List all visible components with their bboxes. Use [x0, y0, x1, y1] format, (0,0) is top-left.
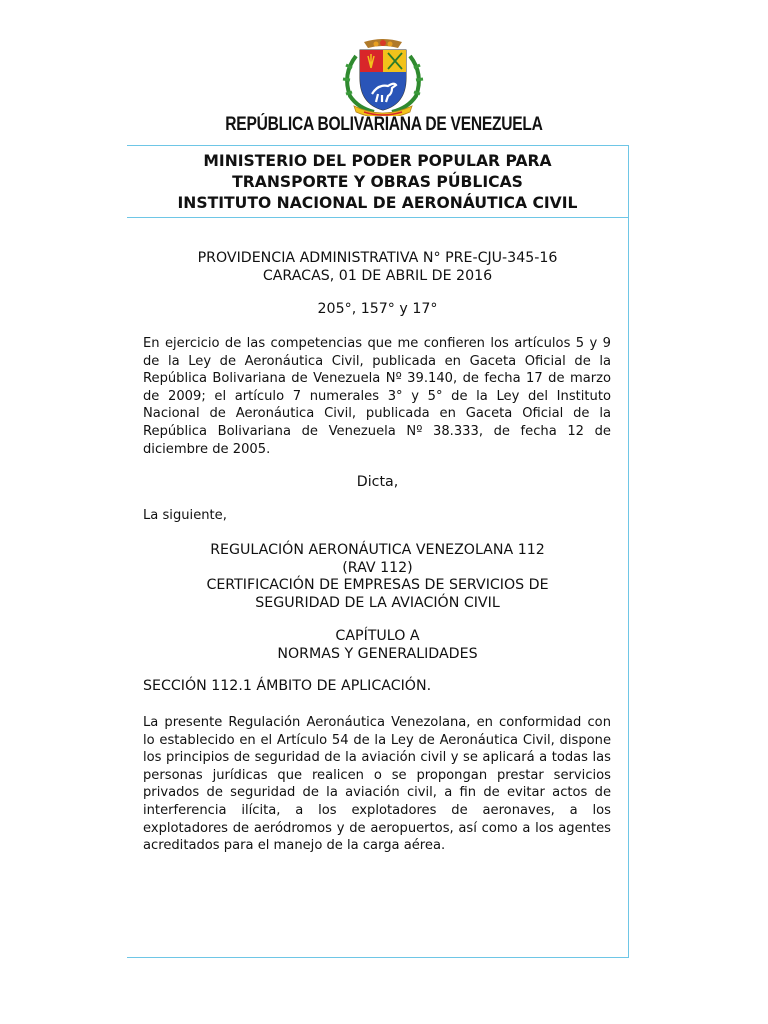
- frame-bottom-border: [127, 957, 629, 958]
- country-title: REPÚBLICA BOLIVARIANA DE VENEZUELA: [225, 114, 543, 135]
- ministry-heading: [130, 151, 625, 214]
- regulation-line: REGULACIÓN AERONÁUTICA VENEZOLANA 112: [210, 542, 545, 558]
- la-siguiente-label: La siguiente,: [143, 508, 227, 523]
- ministry-line: TRANSPORTE Y OBRAS PÚBLICAS: [232, 173, 523, 191]
- dicta-label: Dicta,: [356, 474, 399, 490]
- venezuela-coat-of-arms-icon: [334, 38, 432, 116]
- regulation-line: (RAV 112): [342, 559, 413, 576]
- regulation-line: CERTIFICACIÓN DE EMPRESAS DE SERVICIOS DE: [206, 577, 549, 593]
- institute-line: INSTITUTO NACIONAL DE AERONÁUTICA CIVIL: [177, 194, 578, 212]
- regulation-title: [130, 542, 625, 612]
- years-line: 205°, 157° y 17°: [317, 301, 438, 317]
- intro-paragraph: En ejercicio de las competencias que me confieren los artículos 5 y 9 de la Ley de Aeronáutica Civil, publicada en Gaceta Oficial de la República Bolivariana de Venezuela Nº 39.140, de fecha 17 de marzo de 2009; el artículo 7 numerales 3° y 5° de la Ley del Instituto Nacional de Aeronáutica Civil, publicada en Gaceta Oficial de la República Bolivariana de Venezuela Nº 38.333, de fecha 12 de diciembre de 2005.: [143, 336, 611, 457]
- ministry-line: MINISTERIO DEL PODER POPULAR PARA: [203, 152, 552, 170]
- chapter-heading: [130, 628, 625, 663]
- chapter-line: CAPÍTULO A: [335, 628, 420, 644]
- providencia-title: PROVIDENCIA ADMINISTRATIVA N° PRE-CJU-345-16: [197, 250, 558, 266]
- ministry-divider: [127, 217, 628, 218]
- chapter-line: NORMAS Y GENERALIDADES: [277, 645, 478, 662]
- section-heading: SECCIÓN 112.1 ÁMBITO DE APLICACIÓN.: [143, 678, 432, 694]
- body-paragraph: La presente Regulación Aeronáutica Venezolana, en conformidad con lo establecido en el Artículo 54 de la Ley de Aeronáutica Civil, dispone los principios de seguridad de la aviación civil y se aplicará a todas las personas jurídicas que realicen o se propongan prestar servicios privados de seguridad de la aviación civil, a fin de evitar actos de interferencia ilícita, a los explotadores de aeronaves, a los explotadores de aeródromos y de aeropuertos, así como a los agentes acreditados para el manejo de la carga aérea.: [143, 715, 611, 854]
- frame-right-border: [628, 145, 629, 957]
- regulation-line: SEGURIDAD DE LA AVIACIÓN CIVIL: [255, 594, 500, 611]
- providencia-heading: [130, 250, 625, 285]
- place-date: CARACAS, 01 DE ABRIL DE 2016: [262, 267, 493, 284]
- frame-top-border: [127, 145, 628, 146]
